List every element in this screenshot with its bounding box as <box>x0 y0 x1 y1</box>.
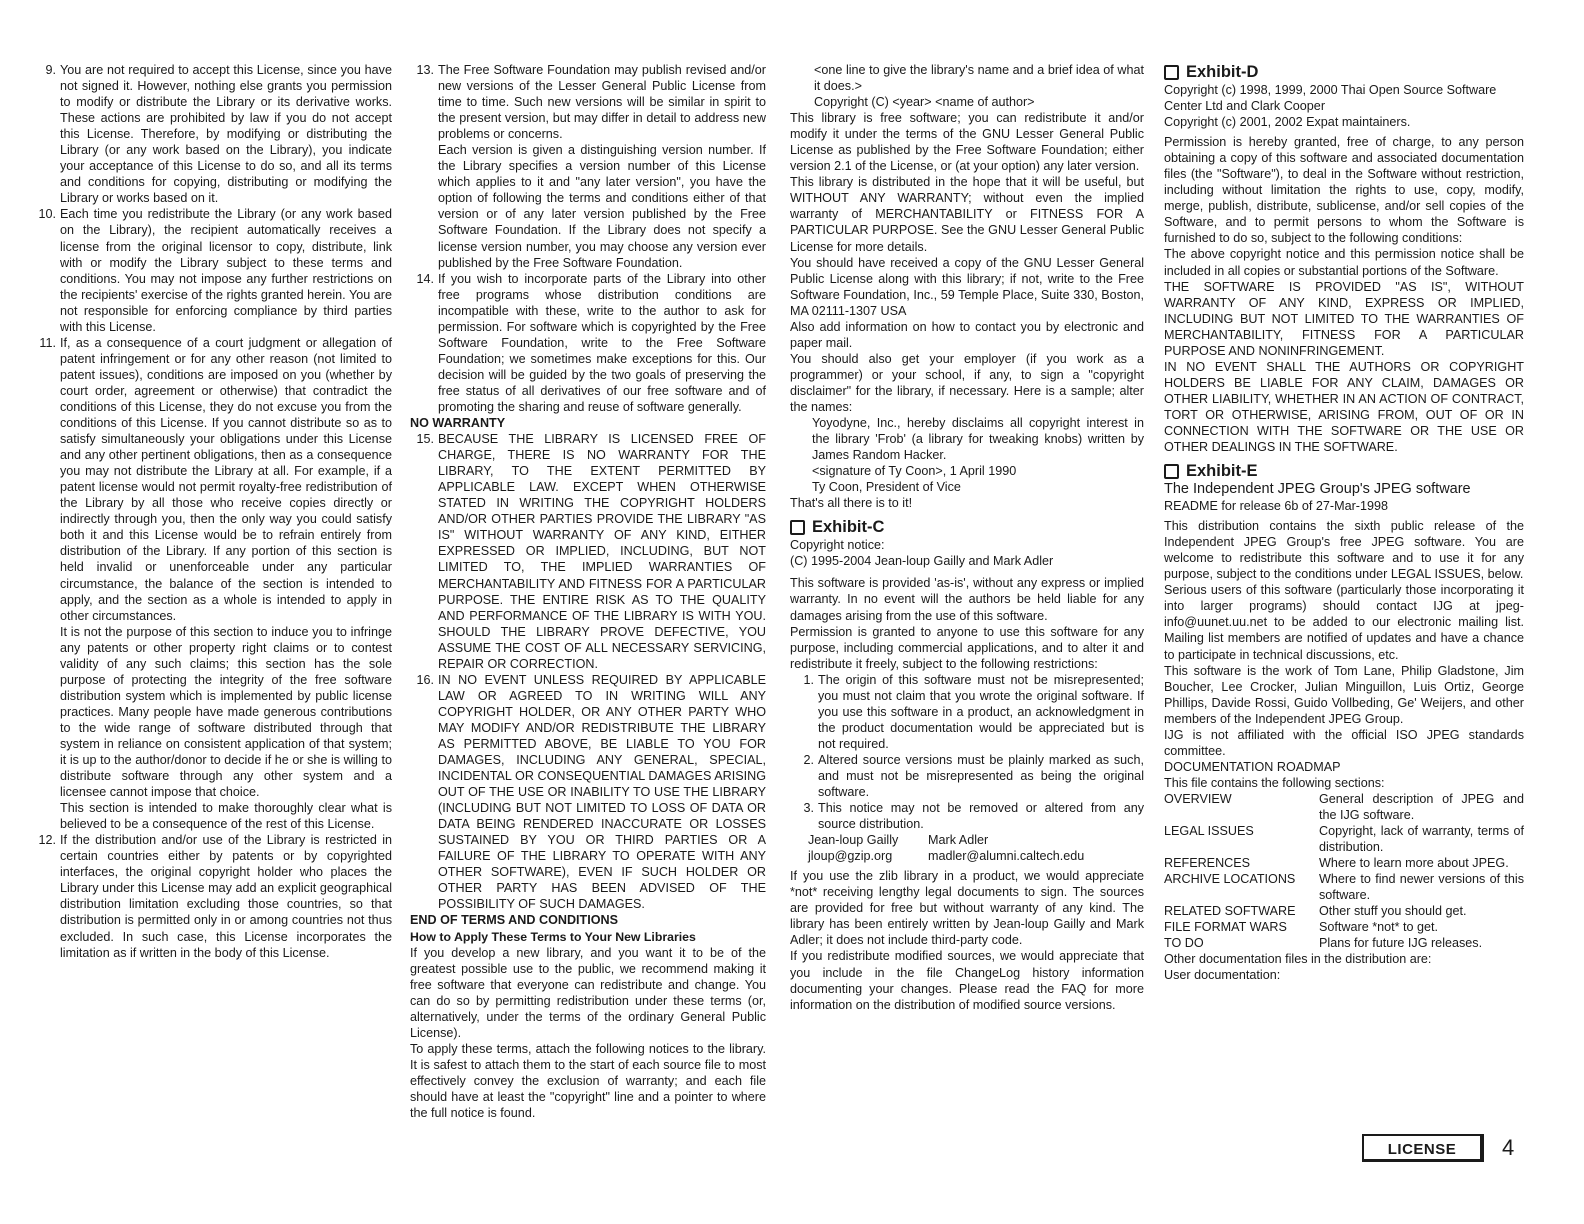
column-2 <box>410 62 766 1121</box>
paragraph: This software is the work of Tom Lane, Philip Gladstone, Jim Boucher, Lee Crocker, Julian Minguillon, Luis Ortiz, George Phillips, Davide Rossi, Guido Vollbeding, Ge' Weijers, and other members of the Independent JPEG Group. <box>1164 663 1524 726</box>
how-to-apply-heading: How to Apply These Terms to Your New Libraries <box>410 929 696 944</box>
paragraph: To apply these terms, attach the following notices to the library. It is safest to attach them to the start of each source file to most effectively convey the exclusion of warranty; and each file should have at least the "copyright" line and a pointer to where the full notice is found. <box>410 1041 766 1121</box>
paragraph: Also add information on how to contact you by electronic and paper mail. <box>790 319 1144 350</box>
clause-number: 10. <box>38 207 56 222</box>
clause-14 <box>410 271 766 415</box>
paragraph: You should have received a copy of the GNU Lesser General Public License along with this library; if not, write to the Free Software Foundation, Inc., 59 Temple Place, Suite 330, Boston, MA 02111-1307 USA <box>790 255 1144 318</box>
roadmap-row <box>1164 823 1524 855</box>
paragraph: You should also get your employer (if you work as a programmer) or your school, if any, to sign a "copyright disclaimer" for the library, if necessary. Here is a sample; alter the names: <box>790 351 1144 414</box>
roadmap-intro: This file contains the following sections: <box>1164 775 1385 790</box>
paragraph: The above copyright notice and this permission notice shall be included in all copies or substantial portions of the Software. <box>1164 247 1524 278</box>
restriction-number: 2. <box>803 752 814 767</box>
roadmap-section: FILE FORMAT WARS <box>1164 920 1287 935</box>
sample-name: Ty Coon, President of Vice <box>812 480 961 495</box>
roadmap-description: General description of JPEG and the IJG software. <box>1319 791 1524 822</box>
clause-11 <box>32 335 392 832</box>
author-emails <box>790 848 1144 864</box>
roadmap-row <box>1164 919 1524 935</box>
exhibit-title: Exhibit-E <box>1186 462 1258 481</box>
clause-text: If, as a consequence of a court judgment or allegation of patent infringement or for any other reason (not limited to patent issues), conditions are imposed on you (whether by court order, agreement or otherwise) that contradict the conditions of this License, they do not excuse you from the conditions of this License. If you cannot distribute so as to satisfy simultaneously your obligations under this License and any other pertinent obligations, then as a consequence you may not distribute the Library at all. For example, if a patent license would not permit royalty-free redistribution of the Library by all those who receive copies directly or indirectly through you, then the only way you could satisfy both it and this License would be to refrain entirely from distribution of the Library. If any portion of this section is held invalid or unenforceable under any particular circumstance, the balance of the section is intended to apply, and the section as a whole is intended to apply in other circumstances. <box>60 335 392 623</box>
clause-text: IN NO EVENT UNLESS REQUIRED BY APPLICABLE LAW OR AGREED TO IN WRITING WILL ANY COPYRIGHT HOLDER, OR ANY OTHER PARTY WHO MAY MODIFY AND/OR REDISTRIBUTE THE LIBRARY AS PERMITTED ABOVE, BE LIABLE TO YOU FOR DAMAGES, INCLUDING ANY GENERAL, SPECIAL, INCIDENTAL OR CONSEQUENTIAL DAMAGES ARISING OUT OF THE USE OR INABILITY TO USE THE LIBRARY (INCLUDING BUT NOT LIMITED TO LOSS OF DATA OR DATA BEING RENDERED INACCURATE OR LOSSES SUSTAINED BY YOU OR THIRD PARTIES OR A FAILURE OF THE LIBRARY TO OPERATE WITH ANY OTHER SOFTWARE), EVEN IF SUCH HOLDER OR OTHER PARTY HAS BEEN ADVISED OF THE POSSIBILITY OF SUCH DAMAGES. <box>438 672 766 912</box>
clause-number: 11. <box>39 335 56 350</box>
notice-line: Copyright (C) <year> <name of author> <box>814 95 1035 110</box>
no-warranty-heading: NO WARRANTY <box>410 416 506 431</box>
copyright-notice: (C) 1995-2004 Jean-loup Gailly and Mark Adler <box>790 554 1054 569</box>
section-label-badge: LICENSE <box>1362 1134 1484 1162</box>
paragraph: If you develop a new library, and you want it to be of the greatest possible use to the public, we recommend making it free software that everyone can redistribute and change. You can do so by permitting redistribution under these terms (or, alternatively, under the terms of the ordinary General Public License). <box>410 945 766 1040</box>
restriction-1 <box>790 672 1144 752</box>
column-3 <box>790 62 1144 1013</box>
copyright-line: Copyright (c) 1998, 1999, 2000 Thai Open Source Software Center Ltd and Clark Cooper <box>1164 83 1497 114</box>
sample-disclaimer: Yoyodyne, Inc., hereby disclaims all copyright interest in the library 'Frob' (a library for tweaking knobs) written by James Random Hacker. <box>812 416 1144 463</box>
clause-text: If you wish to incorporate parts of the Library into other free programs whose distribution conditions are incompatible with these, write to the author to ask for permission. For software which is copyrighted by the Free Software Foundation, write to the Free Software Foundation; we sometimes make exceptions for this. Our decision will be guided by the two goals of preserving the free status of all derivatives of our free software and of promoting the sharing and reuse of software generally. <box>438 271 766 414</box>
paragraph: This distribution contains the sixth public release of the Independent JPEG Group's free JPEG software. You are welcome to redistribute this software and to use it for any purpose, subject to the conditions under LEGAL ISSUES, below. <box>1164 519 1524 582</box>
paragraph: IJG is not affiliated with the official ISO JPEG standards committee. <box>1164 727 1524 758</box>
paragraph: Permission is granted to anyone to use this software for any purpose, including commercial applications, and to alter it and redistribute it freely, subject to the following restrictions: <box>790 624 1144 671</box>
clause-text: Each time you redistribute the Library (or any work based on the Library), the recipient automatically receives a license from the original licensor to copy, distribute, link with or modify the Library subject to these terms and conditions. You may not impose any further restrictions on the recipients' exercise of the rights granted herein. You are not responsible for enforcing compliance by third parties with this License. <box>60 207 392 334</box>
restriction-text: The origin of this software must not be misrepresented; you must not claim that you wrote the original software. If you use this software in a product, an acknowledgment in the product documentation would be appreciated but is not required. <box>818 672 1144 751</box>
clause-text: If the distribution and/or use of the Library is restricted in certain countries either by patents or by copyrighted interfaces, the original copyright holder who places the Library under this License may add an explicit geographical distribution limitation excluding those countries, so that distribution is permitted only in or among countries not thus excluded. In such case, this License incorporates the limitation as if written in the body of this License. <box>60 833 392 960</box>
checkbox-icon <box>1164 65 1179 80</box>
notice-line: <one line to give the library's name and a brief idea of what it does.> <box>814 63 1144 94</box>
clause-13 <box>410 62 766 271</box>
clause-15 <box>410 431 766 672</box>
paragraph: Serious users of this software (particularly those incorporating it into larger programs) should contact IJG at jpeg-info@uunet.uu.net to be added to our electronic mailing list. Mailing list members are notified of updates and have a chance to participate in technical discussions, etc. <box>1164 583 1524 662</box>
paragraph: IN NO EVENT SHALL THE AUTHORS OR COPYRIGHT HOLDERS BE LIABLE FOR ANY CLAIM, DAMAGES OR OTHER LIABILITY, WHETHER IN AN ACTION OF CONTRACT, TORT OR OTHERWISE, ARISING FROM, OUT OF OR IN CONNECTION WITH THE SOFTWARE OR THE USE OR OTHER DEALINGS IN THE SOFTWARE. <box>1164 359 1524 455</box>
roadmap-section: TO DO <box>1164 936 1204 951</box>
roadmap-description: Where to learn more about JPEG. <box>1319 856 1509 871</box>
roadmap-section: RELATED SOFTWARE <box>1164 904 1296 919</box>
end-of-terms-heading: END OF TERMS AND CONDITIONS <box>410 913 619 928</box>
author-name: Jean-loup Gailly <box>808 833 899 848</box>
column-1 <box>32 62 392 961</box>
copyright-line: Copyright (c) 2001, 2002 Expat maintainers. <box>1164 115 1411 130</box>
column-4 <box>1164 62 1524 983</box>
checkbox-icon <box>1164 464 1179 479</box>
roadmap-section: LEGAL ISSUES <box>1164 824 1254 839</box>
roadmap-row <box>1164 791 1524 823</box>
clause-number: 13. <box>416 63 434 77</box>
clause-9 <box>32 62 392 206</box>
restriction-number: 1. <box>803 672 814 687</box>
clause-text: This section is intended to make thoroughly clear what is believed to be a consequence of the rest of this License. <box>60 801 392 832</box>
restriction-2 <box>790 752 1144 800</box>
clause-text: You are not required to accept this License, since you have not signed it. However, nothing else grants you permission to modify or distribute the Library or its derivative works. These actions are prohibited by law if you do not accept this License. Therefore, by modifying or distributing the Library (or any work based on the Library), you indicate your acceptance of this License to do so, and all its terms and conditions for copying, distributing or modifying the Library or works based on it. <box>60 63 392 206</box>
paragraph: If you redistribute modified sources, we would appreciate that you include in the file ChangeLog history information documenting your changes. Please read the FAQ for more information on the distribution of modified source versions. <box>790 949 1144 1012</box>
roadmap-row <box>1164 871 1524 903</box>
page-number: 4 <box>1502 1135 1515 1160</box>
restriction-3 <box>790 800 1144 832</box>
author-names <box>790 832 1144 848</box>
sample-signature: <signature of Ty Coon>, 1 April 1990 <box>812 464 1017 479</box>
paragraph: If you use the zlib library in a product, we would appreciate *not* receiving lengthy legal documents to sign. The sources are provided for free but without warranty of any kind. The library has been entirely written by Jean-loup Gailly and Mark Adler; it does not include third-party code. <box>790 869 1144 948</box>
clause-12 <box>32 832 392 960</box>
paragraph: Other documentation files in the distribution are: <box>1164 952 1432 967</box>
exhibit-title: Exhibit-C <box>812 518 885 537</box>
readme-line: README for release 6b of 27-Mar-1998 <box>1164 499 1388 514</box>
clause-number: 16. <box>416 672 434 687</box>
author-email: madler@alumni.caltech.edu <box>928 849 1085 864</box>
paragraph: This library is distributed in the hope that it will be useful, but WITHOUT ANY WARRANTY; without even the implied warranty of MERCHANTABILITY or FITNESS FOR A PARTICULAR PURPOSE. See the GNU Lesser General Public License for more details. <box>790 175 1144 254</box>
clause-number: 15. <box>416 432 434 447</box>
author-name: Mark Adler <box>928 833 989 848</box>
restriction-number: 3. <box>803 801 814 816</box>
paragraph: THE SOFTWARE IS PROVIDED "AS IS", WITHOUT WARRANTY OF ANY KIND, EXPRESS OR IMPLIED, INCLUDING BUT NOT LIMITED TO THE WARRANTIES OF MERCHANTABILITY, FITNESS FOR A PARTICULAR PURPOSE AND NONINFRINGEMENT. <box>1164 279 1524 358</box>
checkbox-icon <box>790 520 805 535</box>
author-email: jloup@gzip.org <box>808 849 893 864</box>
restriction-text: Altered source versions must be plainly marked as such, and must not be misrepresented as being the original software. <box>818 752 1144 800</box>
roadmap-description: Other stuff you should get. <box>1319 904 1467 919</box>
roadmap-section: ARCHIVE LOCATIONS <box>1164 872 1296 887</box>
roadmap-list <box>1164 791 1524 951</box>
clause-text: It is not the purpose of this section to induce you to infringe any patents or other property right claims or to contest validity of any such claims; this section has the sole purpose of protecting the integrity of the free software distribution system which is implemented by public license practices. Many people have made generous contributions to the wide range of software distributed through that system in reliance on consistent application of that system; it is up to the author/donor to decide if he or she is willing to distribute software through any other system and a licensee cannot impose that choice. <box>60 624 392 800</box>
roadmap-section: OVERVIEW <box>1164 791 1232 806</box>
restriction-text: This notice may not be removed or altered from any source distribution. <box>818 801 1144 832</box>
roadmap-description: Software *not* to get. <box>1319 920 1439 935</box>
exhibit-d-heading <box>1164 62 1524 82</box>
roadmap-title: DOCUMENTATION ROADMAP <box>1164 759 1341 774</box>
clause-text: Each version is given a distinguishing version number. If the Library specifies a version number of this License which applies to it and "any later version", you have the option of following the terms and conditions either of that version or of any later version published by the Free Software Foundation. If the Library does not specify a license version number, you may choose any version ever published by the Free Software Foundation. <box>438 143 766 270</box>
exhibit-subtitle: The Independent JPEG Group's JPEG software <box>1164 481 1471 498</box>
clause-text: The Free Software Foundation may publish revised and/or new versions of the Lesser General Public License from time to time. Such new versions will be similar in spirit to the present version, but may differ in detail to address new problems or concerns. <box>438 63 766 142</box>
exhibit-c-heading <box>790 517 1144 537</box>
paragraph: That's all there is to it! <box>790 496 913 511</box>
clause-16 <box>410 672 766 913</box>
roadmap-row <box>1164 935 1524 951</box>
paragraph: User documentation: <box>1164 968 1281 983</box>
exhibit-e-heading <box>1164 461 1524 481</box>
roadmap-row <box>1164 855 1524 871</box>
paragraph: This library is free software; you can redistribute it and/or modify it under the terms of the GNU Lesser General Public License as published by the Free Software Foundation; either version 2.1 of the License, or (at your option) any later version. <box>790 111 1144 174</box>
roadmap-description: Where to find newer versions of this software. <box>1319 872 1524 903</box>
roadmap-row <box>1164 903 1524 919</box>
exhibit-title: Exhibit-D <box>1186 63 1259 81</box>
roadmap-description: Plans for future IJG releases. <box>1319 936 1483 951</box>
clause-10 <box>32 206 392 334</box>
clause-number: 12. <box>38 833 56 848</box>
paragraph: This software is provided 'as-is', without any express or implied warranty. In no event will the authors be held liable for any damages arising from the use of this software. <box>790 576 1144 623</box>
clause-number: 9. <box>45 63 56 77</box>
paragraph: Permission is hereby granted, free of charge, to any person obtaining a copy of this software and associated documentation files (the "Software"), to deal in the Software without restriction, including without limitation the rights to use, copy, modify, merge, publish, distribute, sublicense, and/or sell copies of the Software, and to permit persons to whom the Software is furnished to do so, subject to the following conditions: <box>1164 135 1524 246</box>
roadmap-section: REFERENCES <box>1164 856 1251 871</box>
clause-number: 14. <box>416 271 434 286</box>
copyright-label: Copyright notice: <box>790 538 885 553</box>
clause-text: BECAUSE THE LIBRARY IS LICENSED FREE OF CHARGE, THERE IS NO WARRANTY FOR THE LIBRARY, TO THE EXTENT PERMITTED BY APPLICABLE LAW. EXCEPT WHEN OTHERWISE STATED IN WRITING THE COPYRIGHT HOLDERS AND/OR OTHER PARTIES PROVIDE THE LIBRARY "AS IS" WITHOUT WARRANTY OF ANY KIND, EITHER EXPRESSED OR IMPLIED, INCLUDING, BUT NOT LIMITED TO, THE IMPLIED WARRANTIES OF MERCHANTABILITY AND FITNESS FOR A PARTICULAR PURPOSE. THE ENTIRE RISK AS TO THE QUALITY AND PERFORMANCE OF THE LIBRARY IS WITH YOU. SHOULD THE LIBRARY PROVE DEFECTIVE, YOU ASSUME THE COST OF ALL NECESSARY SERVICING, REPAIR OR CORRECTION. <box>438 432 766 671</box>
roadmap-description: Copyright, lack of warranty, terms of distribution. <box>1319 824 1524 855</box>
